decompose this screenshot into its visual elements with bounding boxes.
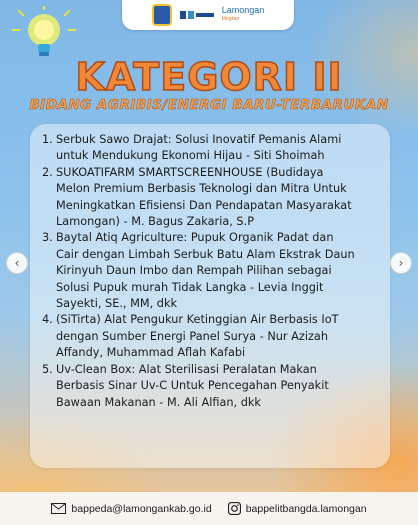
list-item-line: Cair dengan Limbah Serbuk Batu Alam Ekstrak Daun — [56, 247, 355, 261]
email-text: bappeda@lamongankab.go.id — [71, 502, 212, 515]
chevron-left-icon: ‹ — [14, 256, 20, 270]
list-item-number: 3. — [42, 231, 53, 245]
list-item — [42, 230, 387, 312]
list-item — [42, 312, 387, 361]
list-item-text — [56, 165, 387, 231]
list-item-line: untuk Mendukung Ekonomi Hijau - Siti Shoimah — [56, 149, 325, 163]
list-item-line: Uv-Clean Box: Alat Sterilisasi Peralatan Makan — [56, 362, 317, 376]
list-item-line: Meningkatkan Efisiensi Dan Pendapatan Masyarakat — [56, 198, 352, 212]
instagram-handle: bappelitbangda.lamongan — [245, 502, 367, 515]
list-item-line: Melon Premium Berbasis Teknologi dan Mitra Untuk — [56, 182, 347, 196]
list-item-line: Serbuk Sawo Drajat: Solusi Inovatif Pemanis Alami — [56, 133, 342, 146]
list-item-text — [56, 362, 387, 411]
mail-icon — [51, 503, 66, 514]
footer — [0, 492, 418, 525]
list-item-number: 1. — [42, 133, 53, 146]
list-item-line: Berbasis Sinar Uv-C Untuk Pencegahan Penyakit — [56, 379, 329, 393]
list-item-line: Baytal Atiq Agriculture: Pupuk Organik Padat dan — [56, 231, 334, 245]
header-logos — [122, 0, 294, 30]
list-item-number: 5. — [42, 362, 53, 376]
list-item-number: 2. — [42, 165, 53, 179]
list-item — [42, 165, 387, 231]
list-item-line: Bawaan Makanan - M. Ali Alfian, dkk — [56, 395, 261, 409]
chevron-right-icon: › — [398, 256, 404, 270]
list-item-line: Sayekti, SE., MM, dkk — [56, 297, 178, 311]
lamongan-brand-logo: Lamongan Megilan — [221, 5, 265, 22]
list-item-line: Affandy, Muhammad Aflah Kafabi — [56, 346, 246, 360]
instagram-icon — [228, 502, 241, 515]
list-item-text — [56, 312, 387, 361]
instagram-contact[interactable] — [228, 502, 367, 515]
email-contact[interactable] — [51, 503, 211, 515]
lamongan-seal-logo — [152, 4, 172, 26]
list-item-line: SUKOATIFARM SMARTSCREENHOUSE (Budidaya — [56, 165, 324, 179]
list-item-line: dengan Sumber Energi Panel Surya - Nur Azizah — [56, 329, 328, 343]
carousel-next-button[interactable] — [390, 252, 412, 274]
page-title: KATEGORI II — [75, 55, 343, 99]
list-item-line: Kirinyuh Daun Imbo dan Rempah Pilihan sebagai — [56, 264, 332, 278]
carousel-prev-button[interactable] — [6, 252, 28, 274]
list-item — [42, 362, 387, 411]
list-item — [42, 132, 387, 165]
list-item-line: Solusi Pupuk murah Tidak Langka - Levia Inggit — [56, 280, 324, 294]
nominee-list — [42, 132, 387, 411]
list-item-line: (SiTirta) Alat Pengukur Ketinggian Air Berbasis IoT — [56, 313, 339, 327]
list-item-text — [56, 132, 387, 165]
list-item-number: 4. — [42, 313, 53, 327]
list-item-text — [56, 230, 387, 312]
bappelitbangda-logo — [180, 10, 214, 20]
page-subtitle: BIDANG AGRIBIS/ENERGI BARU-TERBARUKAN — [29, 97, 389, 113]
list-item-line: Lamongan) - M. Bagus Zakaria, S.P — [56, 215, 255, 229]
